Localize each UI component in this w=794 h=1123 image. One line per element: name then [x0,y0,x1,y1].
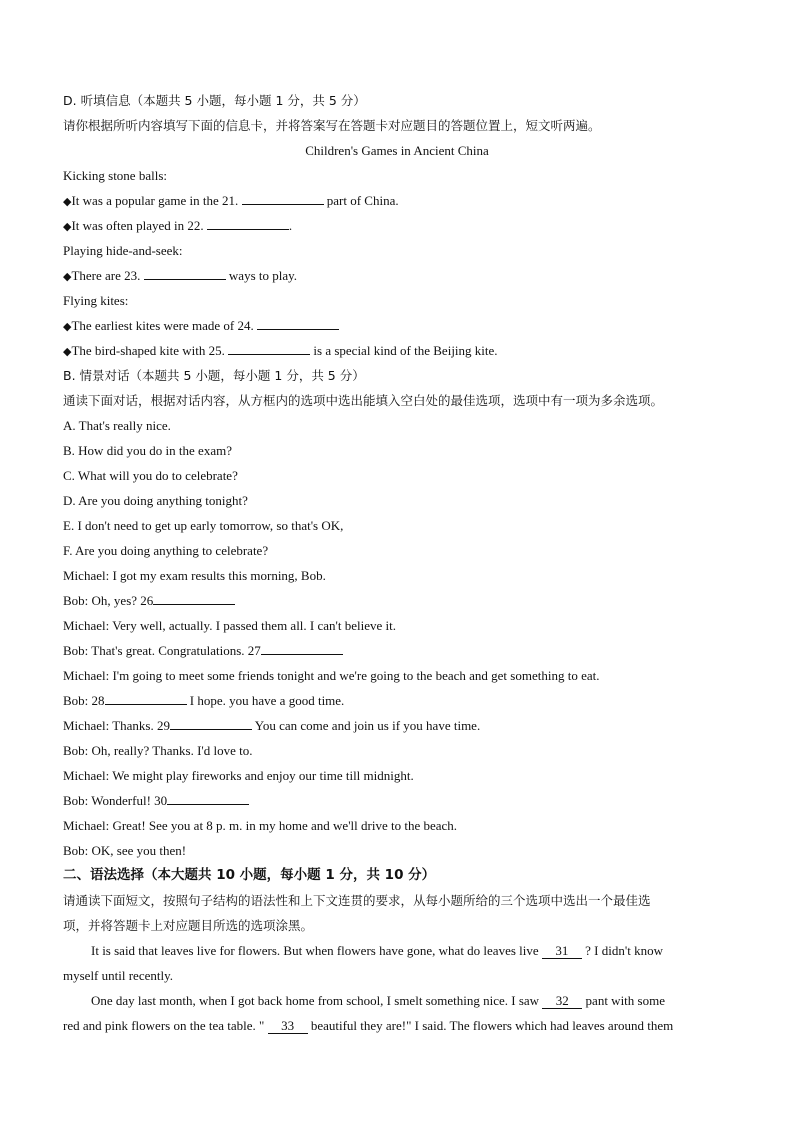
answer-blank-27[interactable] [261,641,343,655]
option-d: D. Are you doing anything tonight? [63,493,248,508]
exam-page [63,88,731,1038]
option-a: A. That's really nice. [63,418,171,433]
dialogue-line: Michael: I'm going to meet some friends tonight and we're going to the beach and get something to eat. [63,668,600,683]
item-23: ◆There are 23. ways to play. [63,268,298,283]
option-b: B. How did you do in the exam? [63,443,232,458]
answer-blank-23[interactable] [144,266,226,280]
bullet-diamond-icon: ◆ [63,195,72,208]
grammar-section-title: 二、语法选择（本大题共 10 小题，每小题 1 分，共 10 分） [63,867,436,883]
answer-blank-22[interactable] [207,216,289,230]
answer-blank-25[interactable] [228,341,310,355]
dialogue-line-28: Bob: 28 I hope. you have a good time. [63,693,345,708]
answer-blank-28[interactable] [105,691,187,705]
section-b-title: B. 情景对话（本题共 5 小题，每小题 1 分，共 5 分） [63,368,365,383]
dialogue-line: Michael: Very well, actually. I passed them all. I can't believe it. [63,618,397,633]
answer-blank-30[interactable] [167,791,249,805]
answer-blank-21[interactable] [242,191,324,205]
kicking-heading: Kicking stone balls: [63,168,167,183]
passage-line: myself until recently. [63,968,173,983]
option-c: C. What will you do to celebrate? [63,468,238,483]
item-24: ◆The earliest kites were made of 24. [63,313,731,338]
passage-line: red and pink flowers on the tea table. " 33 beautiful they are!" I said. The flowers which had leaves around them [63,1018,674,1033]
grammar-instruction: 请通读下面短文，按照句子结构的语法性和上下文连贯的要求，从每小题所给的三个选项中选出一个最佳选 [63,893,651,908]
answer-blank-33[interactable]: 33 [268,1019,308,1034]
dialogue-line: Bob: OK, see you then! [63,843,187,858]
dialogue-line: Michael: We might play fireworks and enjoy our time till midnight. [63,768,414,783]
dialogue-line: Michael: Great! See you at 8 p. m. in my home and we'll drive to the beach. [63,818,458,833]
section-d-title: D. 听填信息（本题共 5 小题，每小题 1 分，共 5 分） [63,93,366,108]
item-21: ◆It was a popular game in the 21. part of China. [63,193,399,208]
answer-blank-29[interactable] [170,716,252,730]
item-25: ◆The bird-shaped kite with 25. is a special kind of the Beijing kite. [63,343,498,358]
section-d-instruction: 请你根据所听内容填写下面的信息卡，并将答案写在答题卡对应题目的答题位置上，短文听两遍。 [63,118,601,133]
bullet-diamond-icon: ◆ [63,345,72,358]
section-b-instruction: 通读下面对话，根据对话内容，从方框内的选项中选出能填入空白处的最佳选项，选项中有一项为多余选项。 [63,393,664,408]
info-card-title: Children's Games in Ancient China [305,143,489,158]
bullet-diamond-icon: ◆ [63,220,72,233]
option-e: E. I don't need to get up early tomorrow, so that's OK, [63,518,344,533]
bullet-diamond-icon: ◆ [63,320,72,333]
answer-blank-32[interactable]: 32 [542,994,582,1009]
passage-line: It is said that leaves live for flowers. But when flowers have gone, what do leaves live 31 ? I didn't know [91,943,663,958]
passage-line: One day last month, when I got back home from school, I smelt something nice. I saw 32 pant with some [91,993,665,1008]
dialogue-line: Michael: I got my exam results this morning, Bob. [63,568,326,583]
dialogue-line-30: Bob: Wonderful! 30 [63,788,731,813]
dialogue-line-26: Bob: Oh, yes? 26 [63,588,731,613]
dialogue-line: Bob: Oh, really? Thanks. I'd love to. [63,743,253,758]
dialogue-line-29: Michael: Thanks. 29 You can come and join us if you have time. [63,718,481,733]
kites-heading: Flying kites: [63,293,129,308]
bullet-diamond-icon: ◆ [63,270,72,283]
option-f: F. Are you doing anything to celebrate? [63,543,269,558]
dialogue-line-27: Bob: That's great. Congratulations. 27 [63,638,731,663]
answer-blank-24[interactable] [257,316,339,330]
answer-blank-26[interactable] [153,591,235,605]
hide-heading: Playing hide-and-seek: [63,243,183,258]
grammar-instruction: 项，并将答题卡上对应题目所选的选项涂黑。 [63,918,314,933]
answer-blank-31[interactable]: 31 [542,944,582,959]
item-22: ◆It was often played in 22. . [63,218,293,233]
